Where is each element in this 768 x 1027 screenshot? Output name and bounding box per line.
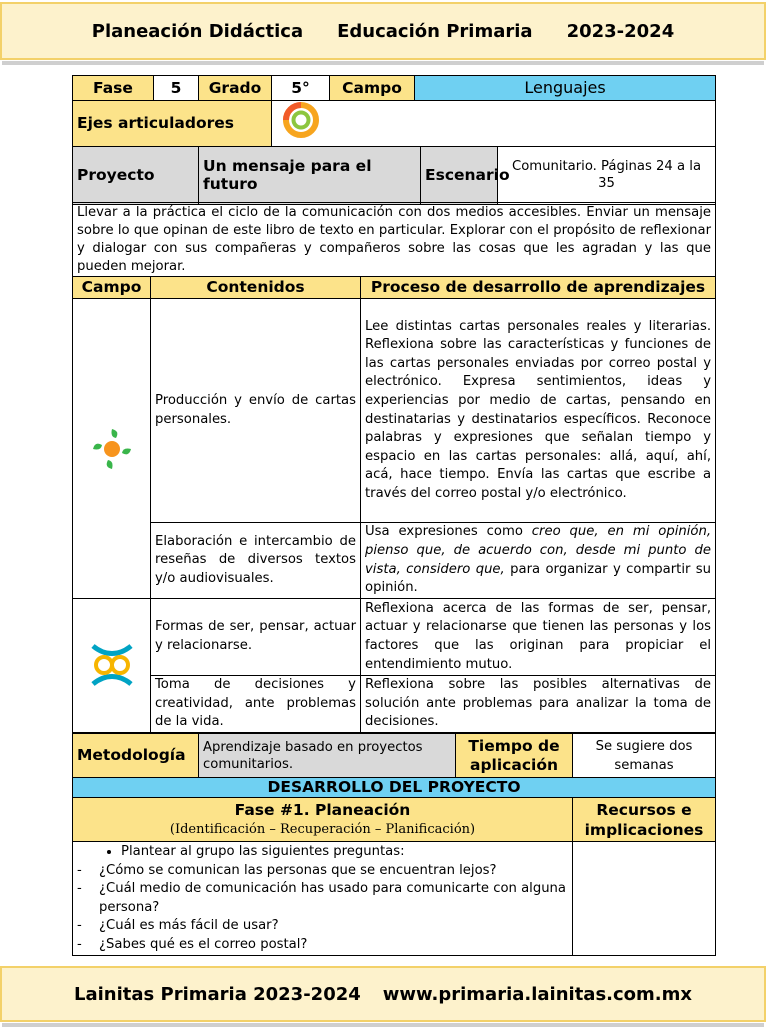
people-link-icon <box>87 640 137 690</box>
footer-url: www.primaria.lainitas.com.mx <box>382 983 692 1005</box>
ejes-icons <box>272 101 716 147</box>
campo-label: Campo <box>330 76 415 101</box>
header-title: Planeación Didáctica <box>91 20 304 42</box>
list-item: - ¿Sabes qué es el correo postal? <box>99 936 568 955</box>
footer-brand: Lainitas Primaria 2023-2024 <box>74 983 361 1005</box>
tiempo-label: Tiempo de aplicación <box>456 734 573 778</box>
header-year: 2023-2024 <box>566 20 675 42</box>
campo-lenguajes-cell <box>73 299 151 599</box>
escenario-label: Escenario <box>421 146 498 204</box>
ejes-label: Ejes articuladores <box>73 101 272 147</box>
fase-content <box>73 842 573 956</box>
header-banner <box>0 2 766 60</box>
proceso-4: Reflexiona sobre las posibles alternativas de solución ante problemas para analizar la toma de decisiones. <box>361 676 716 733</box>
list-item: - ¿Cuál medio de comunicación has usado para comunicarte con alguna persona? <box>99 880 568 917</box>
campo-etica-cell <box>73 599 151 733</box>
circle-ring-icon <box>282 101 320 139</box>
desarrollo-title: DESARROLLO DEL PROYECTO <box>73 778 716 798</box>
proceso-2-post: para organizar y compartir su opinión. <box>365 561 712 596</box>
grado-value: 5° <box>272 76 330 101</box>
proceso-3: Reflexiona acerca de las formas de ser, pensar, actuar y relacionarse que tienen las personas y los factores que las originan para propiciar el entendimiento mutuo. <box>361 599 716 676</box>
project-description: Llevar a la práctica el ciclo de la comunicación con dos medios accesibles. Enviar un mensaje sobre lo que opinan de este libro de texto en particular. Explorar con el propósito de reflexionar y dialogar con sus compañeras y compañeros sobre las cosas que les agradan y las que pueden mejorar. <box>73 203 716 277</box>
fase-value: 5 <box>154 76 199 101</box>
table-row <box>73 523 716 599</box>
table-row <box>73 299 716 523</box>
proyecto-value: Un mensaje para el futuro <box>199 146 421 204</box>
fase-label: Fase <box>73 76 154 101</box>
list-item: - ¿Cuál es más fácil de usar? <box>99 917 568 936</box>
leaf-flower-icon <box>90 425 134 473</box>
table-row <box>73 599 716 676</box>
contenido-4: Toma de decisiones y creatividad, ante problemas de la vida. <box>151 676 361 733</box>
header-level: Educación Primaria <box>337 20 533 42</box>
col-proceso: Proceso de desarrollo de aprendizajes <box>361 277 716 299</box>
contenido-2: Elaboración e intercambio de reseñas de diversos textos y/o audiovisuales. <box>151 523 361 599</box>
proceso-2-pre: Usa expresiones como <box>365 524 532 540</box>
activity-list <box>77 843 568 862</box>
proceso-2-expressions: creo que, en mi opinión, pienso que, de acuerdo con, desde mi punto de vista, considero que, <box>365 524 712 577</box>
contenido-1: Producción y envío de cartas personales. <box>151 299 361 523</box>
fase-subtitle: (Identificación – Recuperación – Planificación) <box>169 821 476 837</box>
fase-title: Fase #1. Planeación <box>234 800 411 819</box>
metodologia-value: Aprendizaje basado en proyectos comunitarios. <box>199 734 456 778</box>
contenido-3: Formas de ser, pensar, actuar y relacionarse. <box>151 599 361 676</box>
question-list <box>77 862 568 955</box>
contents-table <box>72 202 716 733</box>
list-item: • Plantear al grupo las siguientes preguntas: <box>121 843 568 862</box>
table-row <box>73 676 716 733</box>
recursos-label: Recursos e implicaciones <box>573 798 716 842</box>
info-table <box>72 75 716 205</box>
recursos-cell <box>573 842 716 956</box>
desarrollo-table <box>72 733 716 956</box>
proceso-1: Lee distintas cartas personales reales y literarias. Reflexiona sobre las características y funciones de las cartas personales enviadas por correo postal y electrónico. Expresa sentimientos, ideas y experiencias por medio de cartas, pensando en destinatarias y destinatarios específicos. Reconoce palabras y expresiones que señalan tiempo y espacio en las cartas personales: allá, aquí, ahí, acá, hace tiempo. Envía las cartas que escribe a través del correo postal y/o electrónico. <box>361 299 716 523</box>
col-contenidos: Contenidos <box>151 277 361 299</box>
grado-label: Grado <box>199 76 272 101</box>
tiempo-value: Se sugiere dos semanas <box>573 734 716 778</box>
footer-banner <box>0 966 766 1022</box>
metodologia-label: Metodología <box>73 734 199 778</box>
proceso-2 <box>361 523 716 599</box>
campo-value: Lenguajes <box>415 76 716 101</box>
escenario-value: Comunitario. Páginas 24 a la 35 <box>498 146 716 204</box>
list-item: - ¿Cómo se comunican las personas que se encuentran lejos? <box>99 862 568 881</box>
fase-heading <box>73 798 573 842</box>
proyecto-label: Proyecto <box>73 146 199 204</box>
col-campo: Campo <box>73 277 151 299</box>
